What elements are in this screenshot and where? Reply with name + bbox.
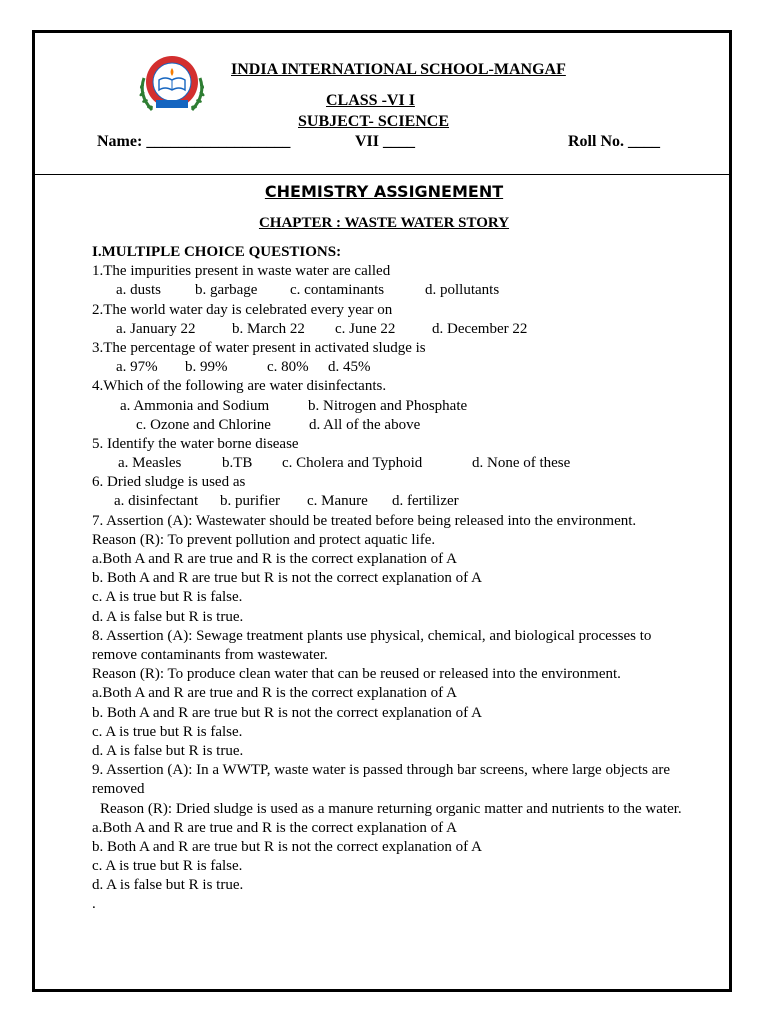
question-6-options xyxy=(92,492,692,511)
subject-label: SUBJECT- SCIENCE xyxy=(298,113,450,130)
option: d. A is false but R is true. xyxy=(92,608,244,625)
question-list xyxy=(92,243,692,915)
question-8-assertion: 8. Assertion (A): Sewage treatment plants use physical, chemical, and biological processes to remove contaminants from wastewater. xyxy=(92,627,652,663)
option: c. 80% xyxy=(267,359,309,376)
name-field: Name: __________________ xyxy=(97,133,291,150)
question-2: 2.The world water day is celebrated every year on xyxy=(92,301,393,318)
option: c. Cholera and Typhoid xyxy=(282,455,423,472)
option: c. June 22 xyxy=(335,320,396,337)
option: a. 97% xyxy=(116,359,158,376)
option: b. Both A and R are true but R is not the correct explanation of A xyxy=(92,838,482,855)
option: c. Manure xyxy=(307,493,368,510)
option: a.Both A and R are true and R is the correct explanation of A xyxy=(92,551,457,568)
option: d. fertilizer xyxy=(392,493,459,510)
option: c. A is true but R is false. xyxy=(92,723,243,740)
option: a.Both A and R are true and R is the correct explanation of A xyxy=(92,819,457,836)
option: b. garbage xyxy=(195,282,258,299)
option: c. contaminants xyxy=(290,282,385,299)
option: a.Both A and R are true and R is the correct explanation of A xyxy=(92,685,457,702)
option: b. Both A and R are true but R is not the correct explanation of A xyxy=(92,704,482,721)
question-4: 4.Which of the following are water disinfectants. xyxy=(92,378,387,395)
chapter-title: CHAPTER : WASTE WATER STORY xyxy=(258,215,510,231)
question-1: 1.The impurities present in waste water are called xyxy=(92,263,391,280)
option: d. 45% xyxy=(328,359,371,376)
school-name: INDIA INTERNATIONAL SCHOOL-MANGAF xyxy=(231,61,566,78)
option: a. dusts xyxy=(116,282,161,299)
question-3: 3.The percentage of water present in activated sludge is xyxy=(92,339,426,356)
roll-number-field: Roll No. ____ xyxy=(568,133,660,150)
question-7-assertion: 7. Assertion (A): Wastewater should be treated before being released into the environment. xyxy=(92,512,637,529)
school-logo-icon xyxy=(132,50,212,120)
option: b.TB xyxy=(222,455,253,472)
question-9-reason: Reason (R): Dried sludge is used as a manure returning organic matter and nutrients to the water. xyxy=(100,800,682,817)
question-8-reason: Reason (R): To produce clean water that can be reused or released into the environment. xyxy=(92,666,621,683)
class-label: CLASS -VI I xyxy=(326,92,415,109)
option: a. Ammonia and Sodium xyxy=(120,397,270,414)
question-7-reason: Reason (R): To prevent pollution and protect aquatic life. xyxy=(92,531,436,548)
question-3-options xyxy=(92,358,692,377)
option: a. disinfectant xyxy=(114,493,199,510)
section-title: I.MULTIPLE CHOICE QUESTIONS: xyxy=(92,244,342,260)
question-9-assertion: 9. Assertion (A): In a WWTP, waste water is passed through bar screens, where large objects are removed xyxy=(92,762,671,798)
option: d. December 22 xyxy=(432,320,528,337)
option: b. 99% xyxy=(185,359,228,376)
assignment-title: CHEMISTRY ASSIGNEMENT xyxy=(264,182,504,201)
question-5-options xyxy=(92,454,692,473)
option: a. January 22 xyxy=(116,320,196,337)
option: c. Ozone and Chlorine xyxy=(136,416,271,433)
option: a. Measles xyxy=(118,455,182,472)
option: d. pollutants xyxy=(425,282,500,299)
question-4-options-row1 xyxy=(92,397,692,416)
header-divider xyxy=(34,174,730,175)
option: c. A is true but R is false. xyxy=(92,858,243,875)
option: d. None of these xyxy=(472,455,571,472)
question-2-options xyxy=(92,320,692,339)
question-6: 6. Dried sludge is used as xyxy=(92,474,246,491)
option: d. A is false but R is true. xyxy=(92,877,244,894)
option: d. A is false but R is true. xyxy=(92,742,244,759)
trailing-dot: . xyxy=(92,896,96,913)
option: d. All of the above xyxy=(309,416,421,433)
option: b. purifier xyxy=(220,493,280,510)
question-4-options-row2 xyxy=(92,416,692,435)
option: c. A is true but R is false. xyxy=(92,589,243,606)
option: b. March 22 xyxy=(232,320,305,337)
question-1-options xyxy=(92,281,692,300)
option: b. Both A and R are true but R is not the correct explanation of A xyxy=(92,570,482,587)
grade-field: VII ____ xyxy=(355,133,416,150)
question-5: 5. Identify the water borne disease xyxy=(92,435,299,452)
option: b. Nitrogen and Phosphate xyxy=(308,397,468,414)
